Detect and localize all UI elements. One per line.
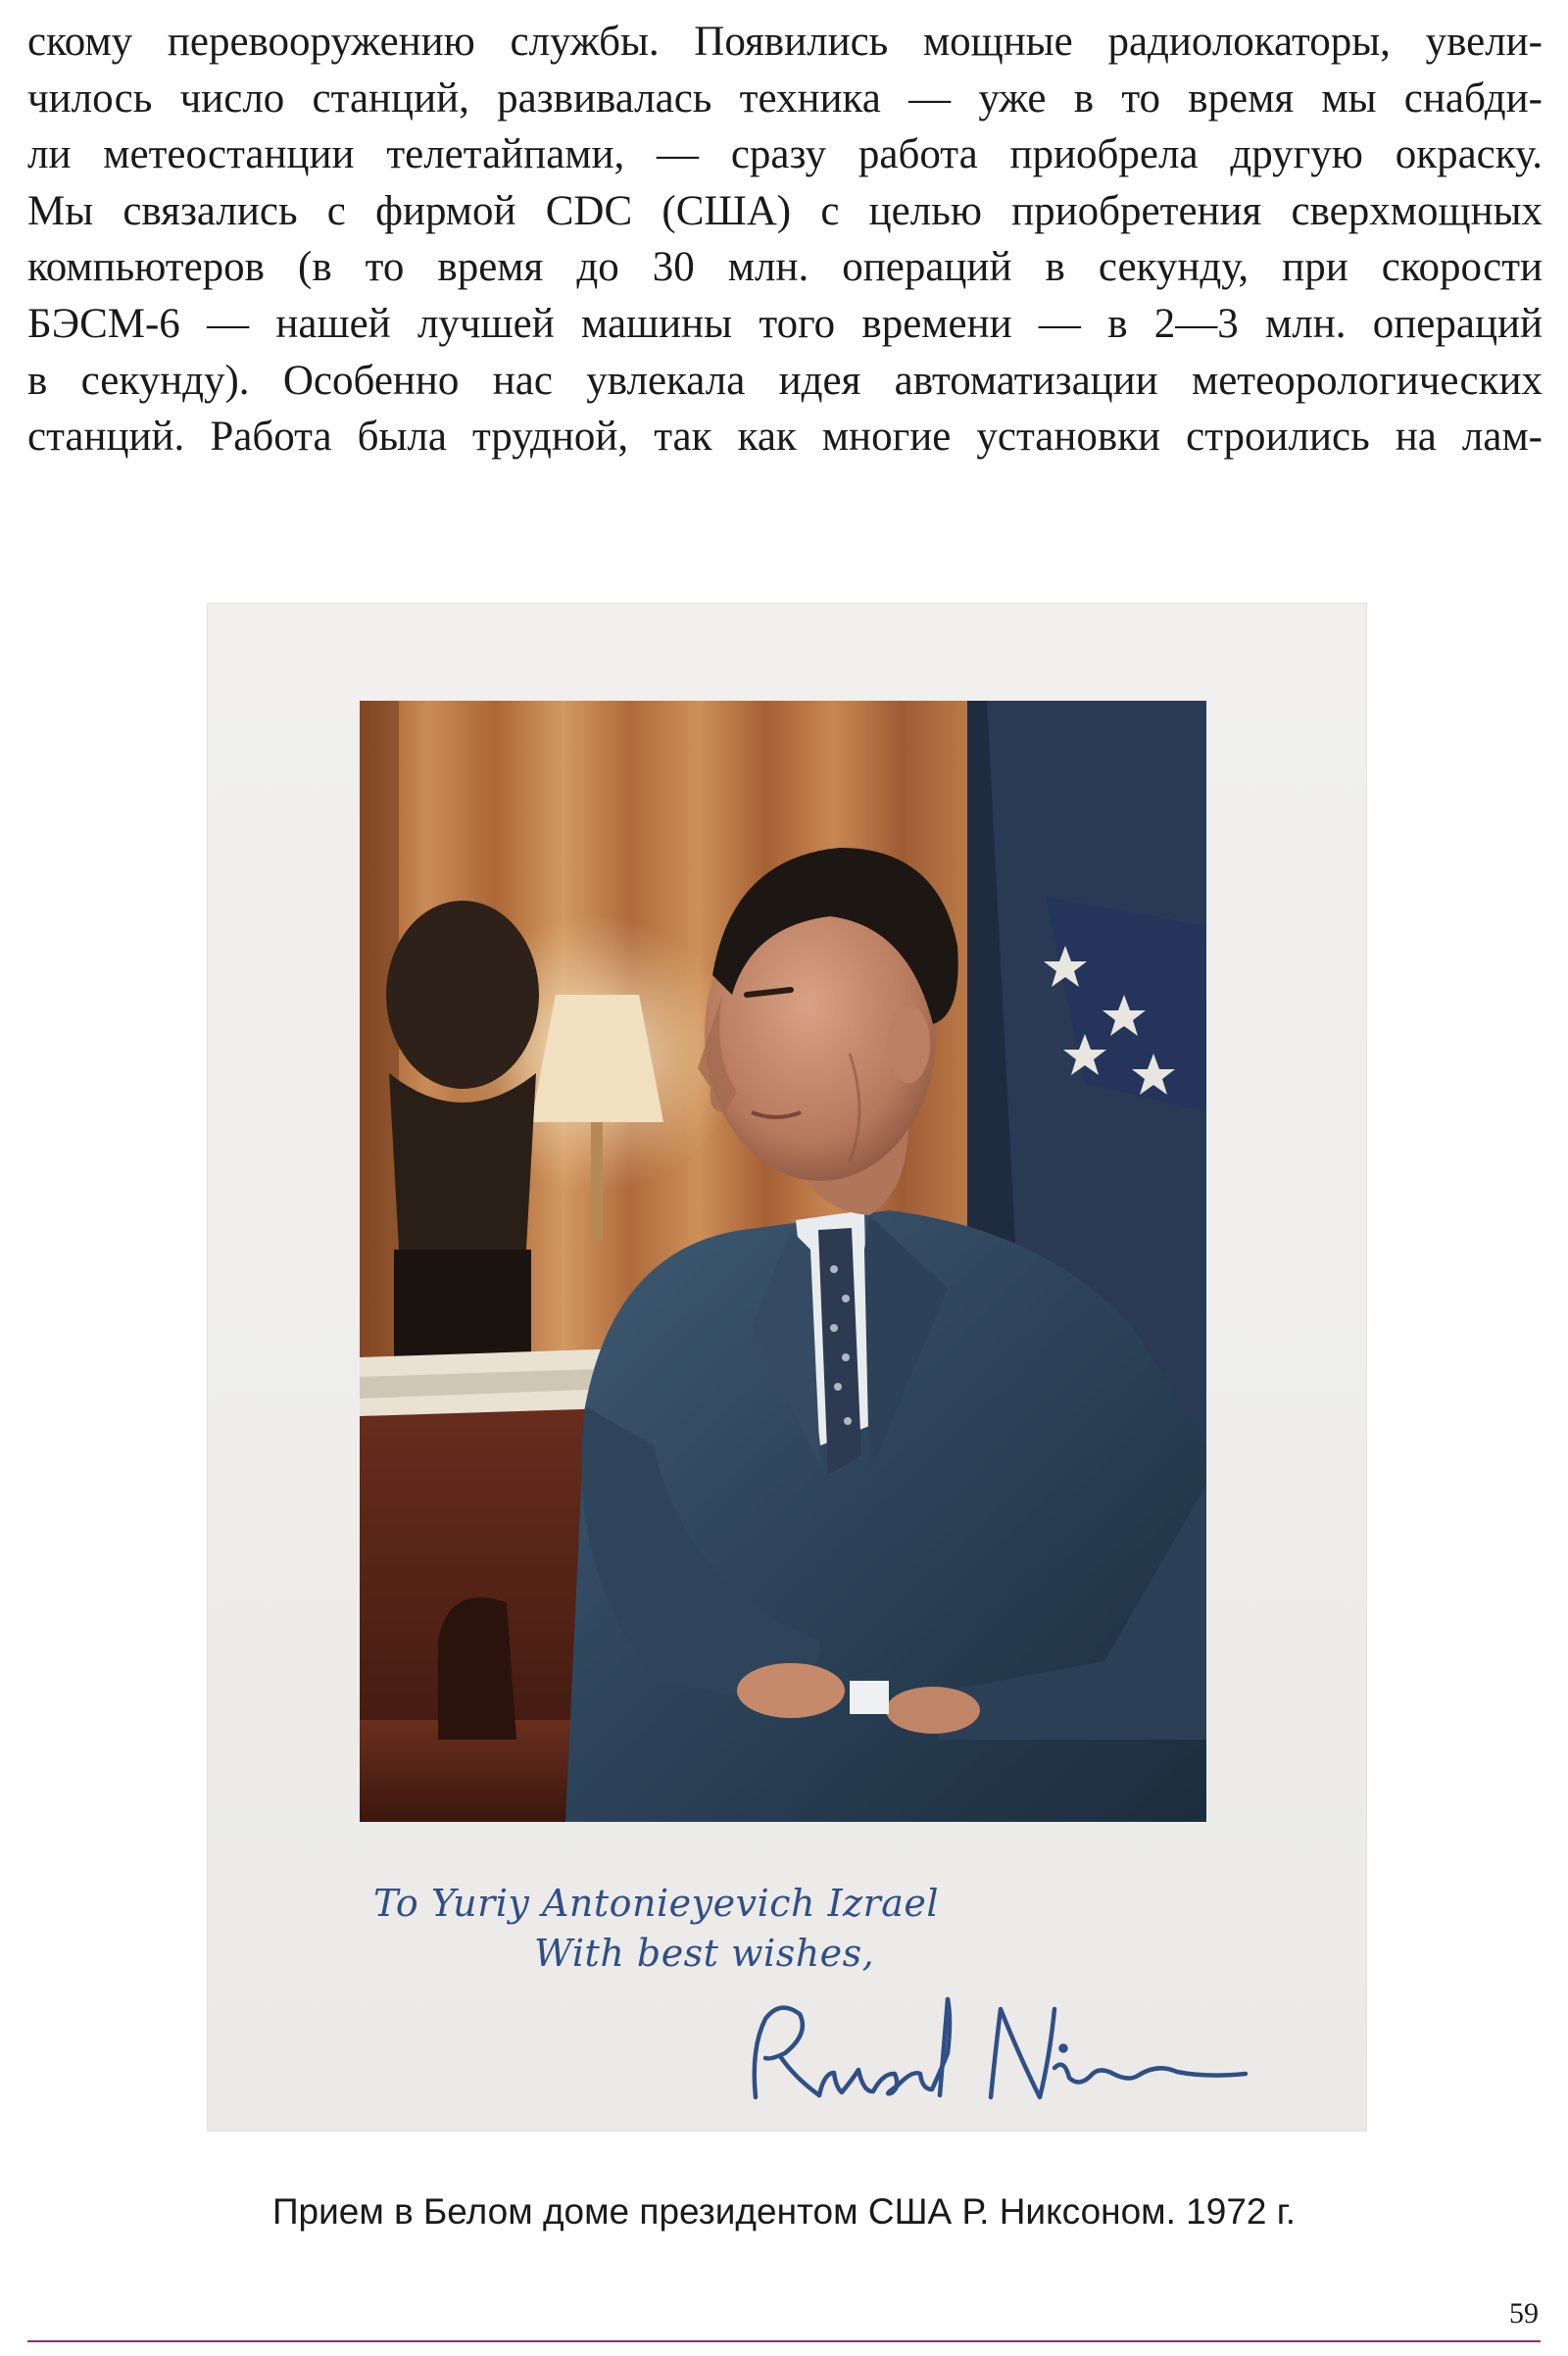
handwritten-signature xyxy=(726,1980,1275,2127)
body-text-line: Мы связались с фирмой CDC (США) с целью приобретения сверхмощных xyxy=(27,187,1543,234)
body-text-line: ли метеостанции телетайпами, — сразу работа приобрела другую окраску. xyxy=(27,131,1543,178)
portrait-image xyxy=(360,701,1206,1822)
inscription-line: With best wishes, xyxy=(534,1932,875,1975)
portrait-photo xyxy=(360,701,1206,1822)
footer-rule xyxy=(27,2340,1541,2342)
photo-caption: Прием в Белом доме президентом США Р. Никсоном. 1972 г. xyxy=(271,2191,1297,2232)
page-number: 59 xyxy=(1509,2297,1539,2330)
body-text-line: в секунду). Особенно нас увлекала идея автоматизации метеорологических xyxy=(27,357,1543,404)
inscription-line: To Yuriy Antonieyevich Izrael xyxy=(373,1882,940,1925)
body-text xyxy=(27,14,1543,466)
body-text-line: компьютеров (в то время до 30 млн. операций в секунду, при скорости xyxy=(27,244,1543,291)
body-text-line: БЭСМ-6 — нашей лучшей машины того времени — в 2—3 млн. операций xyxy=(27,300,1543,347)
photo-mount xyxy=(207,603,1367,2132)
body-text-line: станций. Работа была трудной, так как многие установки строились на лам- xyxy=(27,414,1543,461)
body-text-line: чилось число станций, развивалась техника — уже в то время мы снабди- xyxy=(27,74,1543,122)
body-text-line: скому перевооружению службы. Появились мощные радиолокаторы, увели- xyxy=(27,19,1543,65)
